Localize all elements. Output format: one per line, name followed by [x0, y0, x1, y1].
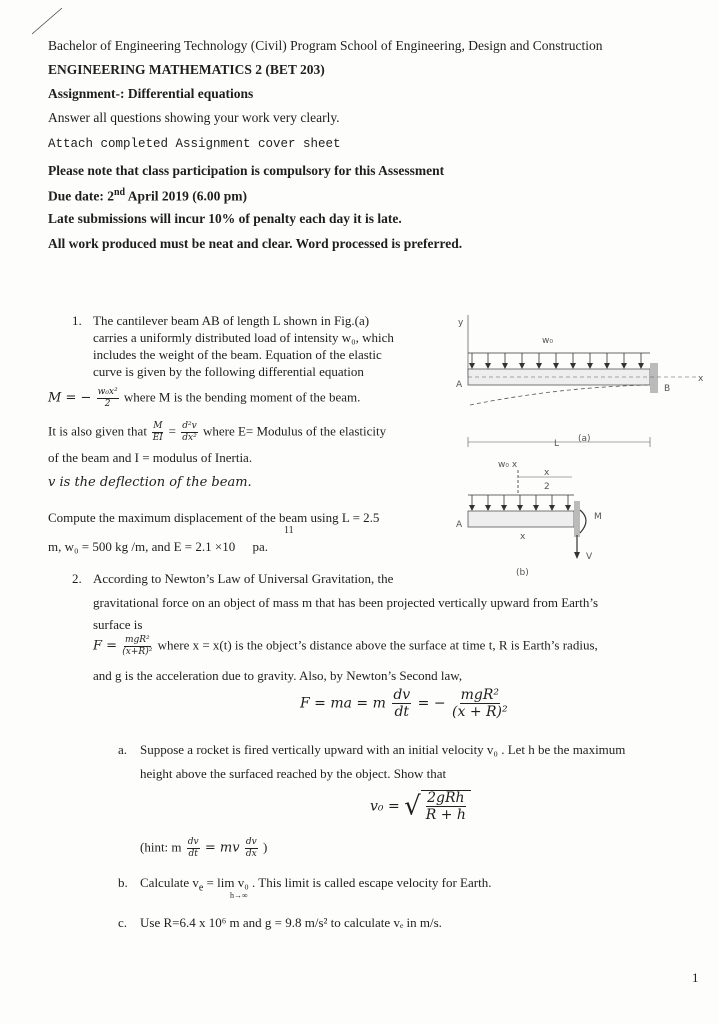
due-date-line: Due date: 2nd April 2019 (6.00 pm) — [48, 187, 248, 204]
assignment-title: Assignment-: Differential equations — [48, 86, 254, 101]
point-a-label: A — [456, 380, 463, 390]
participation-line: Please note that class participation is compulsory for this Assessment — [48, 163, 445, 178]
w0x-label: w₀ x — [498, 460, 518, 470]
two-label: 2 — [544, 482, 550, 492]
q1-compute-line: Compute the maximum displacement of the beam using L = 2.5 — [48, 510, 380, 525]
beam-b — [468, 511, 574, 527]
q2-line3: surface is — [93, 617, 143, 632]
instruction-line: Answer all questions showing your work very clearly. — [48, 110, 340, 125]
part-c-label: c. — [118, 915, 128, 930]
limit-subscript: h→∞ — [230, 891, 248, 900]
cover-sheet-line: Attach completed Assignment cover sheet — [48, 137, 341, 151]
q1-modulus-line: of the beam and I = modulus of Inertia. — [48, 450, 253, 465]
q1-line1: The cantilever beam AB of length L shown in Fig.(a) — [93, 313, 370, 328]
w0-label: w₀ — [542, 336, 553, 346]
y-axis-label: y — [458, 318, 464, 328]
part-b-line: Calculate $v_e = \lim v_0$ . This limit is called escape velocity for Earth. — [140, 875, 492, 894]
caption-a: (a) — [578, 434, 591, 444]
course-title: ENGINEERING MATHEMATICS 2 (BET 203) — [48, 62, 325, 77]
late-policy-line: Late submissions will incur 10% of penalty each day it is late. — [48, 211, 402, 226]
moment-arrow — [580, 510, 586, 533]
point-a2-label: A — [456, 520, 463, 530]
part-c-line: Use R=6.4 x 10⁶ m and g = 9.8 m/s² to calculate vₑ in m/s. — [140, 915, 442, 930]
part-a-label: a. — [118, 742, 128, 757]
neatness-line: All work produced must be neat and clear. Word processed is preferred. — [48, 236, 463, 251]
shear-label: V — [586, 552, 593, 562]
deflected-curve — [470, 385, 650, 405]
part-a-line1: Suppose a rocket is fired vertically upward with an initial velocity v₀ . Let h be the maximum — [140, 742, 626, 757]
page-number: 1 — [692, 970, 699, 985]
bending-moment-equation: M = − $\frac{\text{w₀x²}}{2}$ where M is the bending moment of the beam. — [48, 387, 361, 409]
q1-deflection-line: v is the deflection of the beam. — [48, 475, 252, 490]
wall-support — [650, 363, 658, 393]
moment-label: M — [594, 512, 602, 522]
q1-values-line: m, w₀ = 500 kg /m, and E = 2.1 ×10 pa. — [48, 539, 268, 554]
q1-line3: includes the weight of the beam. Equation of the elastic — [93, 347, 382, 362]
part-b-label: b. — [118, 875, 128, 890]
length-label: L — [554, 439, 560, 449]
beam-figure — [450, 305, 710, 585]
pen-stroke — [0, 0, 80, 40]
program-line: Bachelor of Engineering Technology (Civil) Program School of Engineering, Design and Construction — [48, 38, 603, 53]
x-axis-label: x — [698, 374, 704, 384]
q2-line1: According to Newton’s Law of Universal Gravitation, the — [93, 571, 394, 586]
newton-second-law-equation: F = ma = m $\frac{dv}{dt}$ = − $\frac{\text{mgR²}}{\text{(x + R)²}}$ — [300, 687, 508, 720]
q2-line2: gravitational force on an object of mass m that has been projected vertically upward from Earth’s — [93, 595, 599, 610]
q1-line2: carries a uniformly distributed load of intensity w₀, which — [93, 330, 394, 345]
part-a-line2: height above the surfaced reached by the object. Show that — [140, 766, 447, 781]
q1-number: 1. — [72, 313, 82, 328]
q2-line4: and g is the acceleration due to gravity. Also, by Newton’s Second law, — [93, 668, 463, 683]
escape-velocity-formula: v₀ = √ $\frac{\text{2gRh}}{R + h}$ — [370, 790, 471, 822]
point-b-label: B — [664, 384, 671, 394]
gravitation-equation: F = $\frac{\text{mgR²}}{\text{(x+R)²}}$ where x = x(t) is the object’s distance above the surface at time t, R is Earth’s radius, — [93, 635, 598, 657]
x2-label: x — [520, 532, 526, 542]
caption-b: (b) — [516, 568, 529, 578]
curvature-relation: It is also given that $\frac{M}{EI}$ = $\frac{\text{d²v}}{\text{dx²}}$ where E= Modulus of the elasticity — [48, 421, 387, 443]
q1-line4: curve is given by the following differential equation — [93, 364, 364, 379]
hint-equation: (hint: m $\frac{dv}{dt}$ = mv $\frac{dv}{dx}$ ) — [140, 837, 268, 859]
q1-exponent: 11 — [284, 525, 294, 536]
x-label-b: x — [544, 468, 550, 478]
q2-number: 2. — [72, 571, 82, 586]
